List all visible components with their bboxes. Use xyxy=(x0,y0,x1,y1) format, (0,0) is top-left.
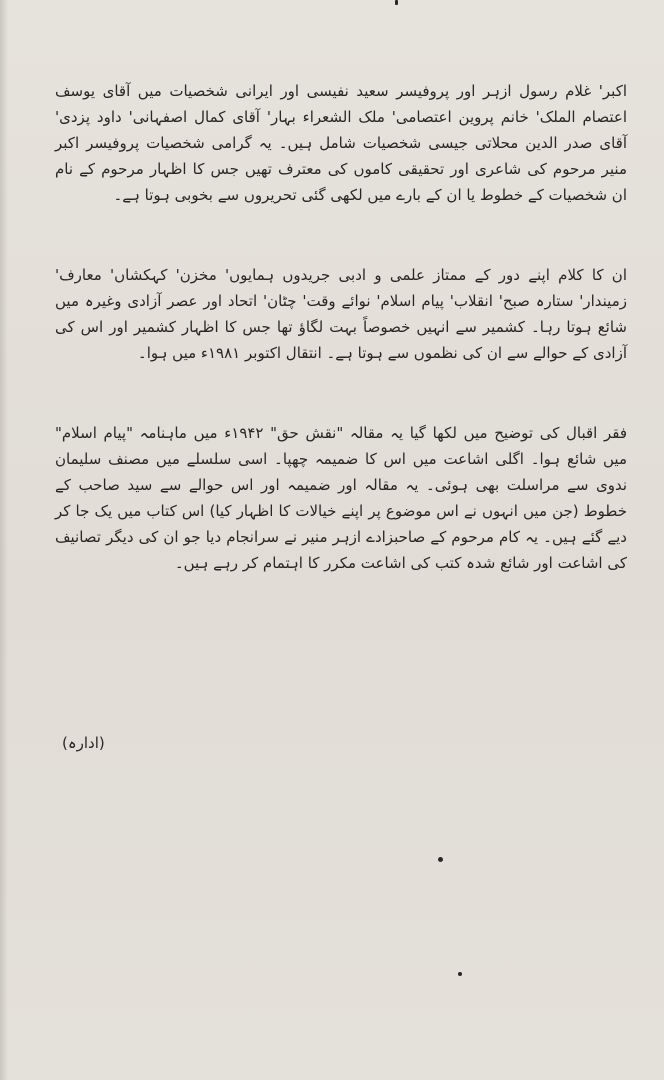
ink-speck xyxy=(395,0,398,5)
ink-speck xyxy=(438,857,443,862)
body-paragraph: اکبر' غلام رسول ازہر اور پروفیسر سعید نفیسی اور ایرانی شخصیات میں آقای یوسف اعتصام الملک' خانم پروین اعتصامی' ملک الشعراء بہار' آقای کمال اصفہانی' داود پزدی' آقای صدر الدین محلاتی جیسی شخصیات شامل ہیں۔ یہ گرامی شخصیات پروفیسر اکبر منیر مرحوم کی شاعری اور تحقیقی کاموں کی معترف تھیں جس کا اظہار مرحوم کے نام ان شخصیات کے خطوط یا ان کے بارے میں لکھی گئی تحریروں سے بخوبی ہوتا ہے۔ xyxy=(55,82,627,204)
signature: (ادارہ) xyxy=(62,734,105,752)
body-paragraph: ان کا کلام اپنے دور کے ممتاز علمی و ادبی جریدوں ہمایوں' مخزن' کہکشاں' معارف' زمیندار' ستارہ صبح' انقلاب' پیام اسلام' نوائے وقت' چٹان' اتحاد اور عصر آزادی وغیرہ میں شائع ہوتا رہا۔ کشمیر سے انہیں خصوصاً بہت لگاؤ تھا جس کا اظہار کشمیر اور اس کی آزادی کے حوالے سے ان کی نظموں سے ہوتا ہے۔ انتقال اکتوبر ۱۹۸۱ء میں ہوا۔ xyxy=(55,266,627,362)
ink-speck xyxy=(458,972,462,976)
body-paragraph: فقر اقبال کی توضیح میں لکھا گیا یہ مقالہ "نقش حق" ۱۹۴۲ء میں ماہنامہ "پیام اسلام" میں شائع ہوا۔ اگلی اشاعت میں اس کا ضمیمہ چھپا۔ اسی سلسلے میں مصنف سلیمان ندوی سے مراسلت بھی ہوئی۔ یہ مقالہ اور ضمیمہ اور اس حوالے سے سید صاحب کے خطوط (جن میں انہوں نے اس موضوع پر اپنے خیالات کا اظہار کیا) اس کتاب میں یک جا کر دیے گئے ہیں۔ یہ کام مرحوم کے صاحبزادے ازہر منیر نے سرانجام دیا جو ان کی دیگر تصانیف کی اشاعت اور شائع شدہ کتب کی اشاعت مکرر کا اہتمام کر رہے ہیں۔ xyxy=(55,424,628,572)
